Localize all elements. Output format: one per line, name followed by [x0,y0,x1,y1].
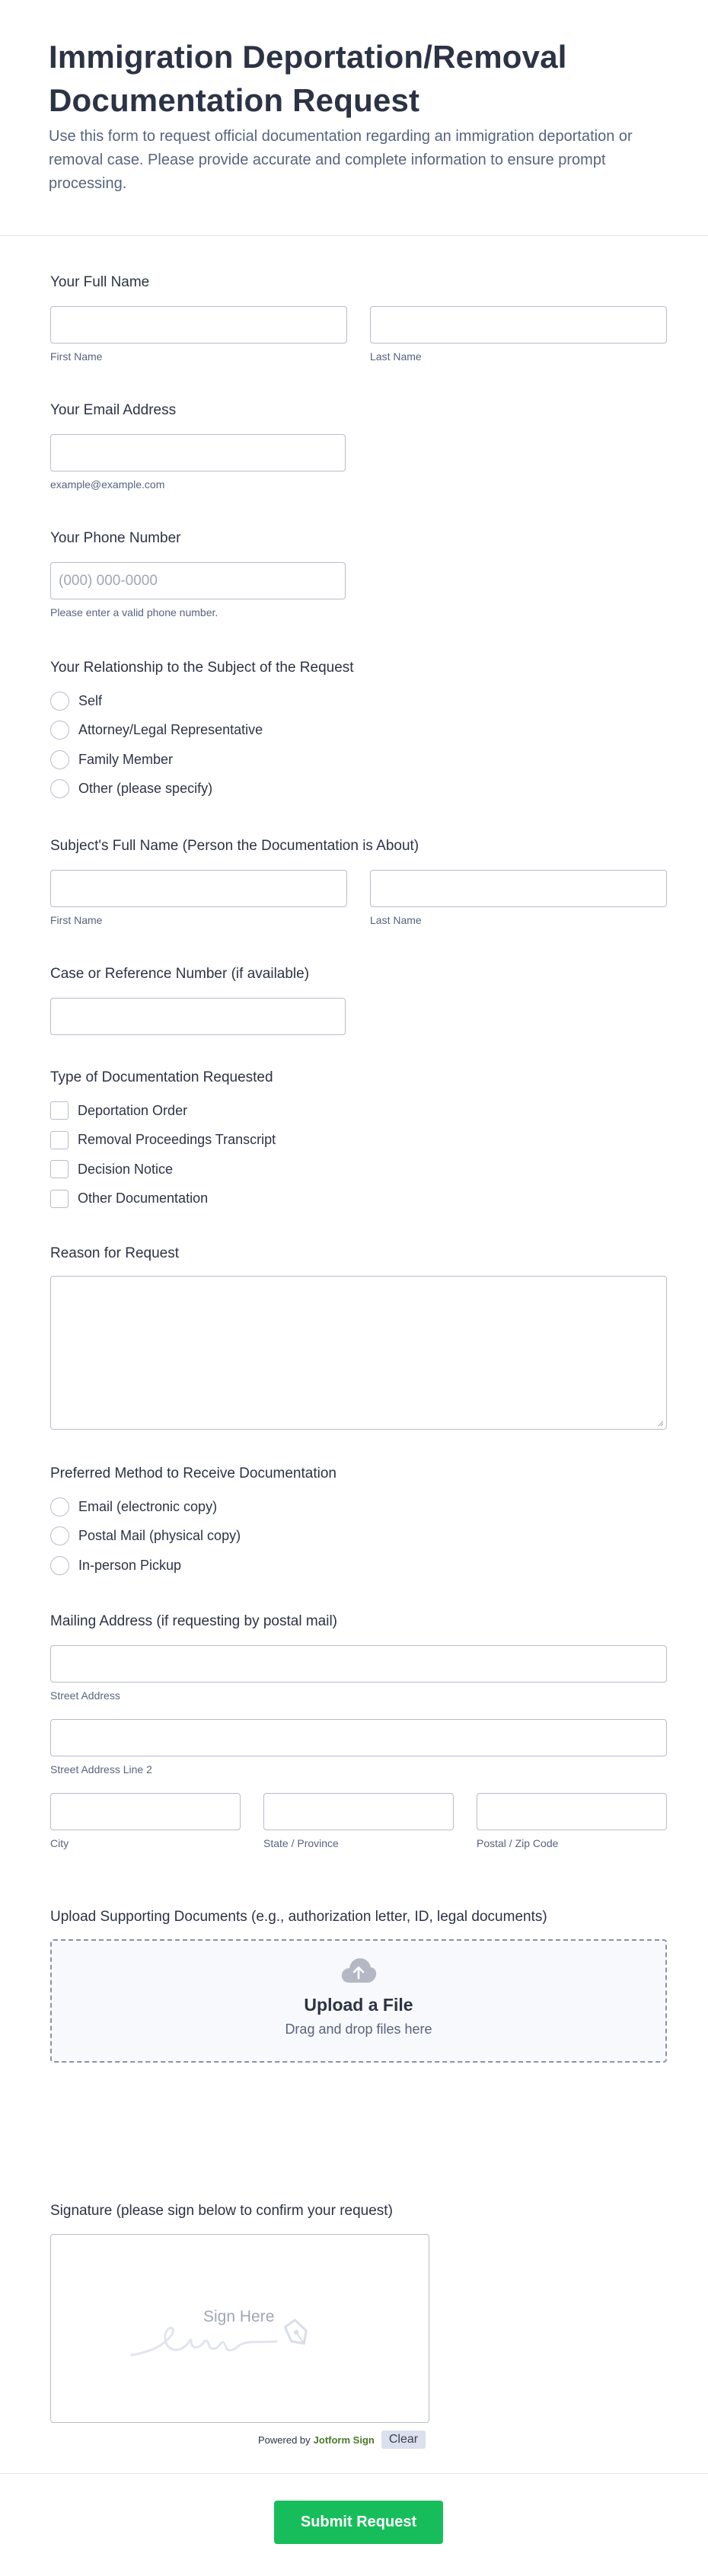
full-name-label: Your Full Name [50,274,150,290]
upload-label: Upload Supporting Documents (e.g., authorization letter, ID, legal documents) [50,1909,547,1925]
clear-signature-button[interactable]: Clear [381,2431,426,2449]
phone-label: Your Phone Number [50,530,181,546]
radio-button[interactable] [50,779,69,798]
phone-sublabel: Please enter a valid phone number. [50,606,218,618]
radio-button[interactable] [50,1526,69,1545]
street-address-line2-sublabel: Street Address Line 2 [50,1763,152,1775]
option-label: In-person Pickup [78,1557,182,1573]
subject-first-name-input[interactable] [50,870,347,907]
relationship-option-attorney[interactable] [50,716,667,746]
signature-placeholder: Sign Here [203,2308,275,2325]
zip-input[interactable] [477,1793,667,1830]
option-label: Removal Proceedings Transcript [78,1132,276,1148]
reason-label: Reason for Request [50,1245,179,1261]
form-title: Immigration Deportation/Removal Documentation Request [49,39,567,118]
option-label: Attorney/Legal Representative [78,722,263,738]
powered-by [258,2431,426,2449]
relationship-option-self[interactable] [50,686,667,716]
resize-handle-icon[interactable] [656,1419,664,1427]
email-sublabel: example@example.com [50,478,165,491]
subject-name-question [50,837,667,927]
street-address-line2-input[interactable] [50,1719,667,1756]
signature-scribble-icon [127,2288,356,2364]
relationship-option-family[interactable] [50,745,667,775]
doc-type-option-decision-notice[interactable] [50,1155,667,1184]
address-label: Mailing Address (if requesting by postal mail) [50,1613,338,1629]
last-name-input[interactable] [370,306,667,344]
option-label: Other Documentation [78,1191,209,1207]
email-input[interactable] [50,434,346,471]
zip-sublabel: Postal / Zip Code [477,1837,559,1849]
form-footer [0,2473,708,2576]
checkbox[interactable] [50,1160,69,1178]
case-number-input[interactable] [50,998,346,1035]
upload-subtitle: Drag and drop files here [285,2021,432,2037]
phone-question [50,529,667,619]
signature-question [50,2202,667,2423]
form-description: Use this form to request official documentation regarding an immigration deportation or removal case. Please provide accurate and complete information to ensure prompt processing. [49,128,633,192]
city-input[interactable] [50,1793,241,1830]
radio-button[interactable] [50,692,69,711]
case-number-question [50,965,667,1035]
relationship-label: Your Relationship to the Subject of the Request [50,660,354,676]
checkbox[interactable] [50,1131,69,1149]
checkbox[interactable] [50,1190,69,1208]
checkbox[interactable] [50,1101,69,1120]
doc-type-question [50,1069,667,1213]
reason-textarea[interactable] [50,1276,667,1430]
submit-button[interactable]: Submit Request [274,2501,443,2544]
relationship-option-other[interactable] [50,775,667,804]
upload-title: Upload a File [304,1995,413,2015]
method-option-postal[interactable] [50,1522,667,1552]
phone-input[interactable]: (000) 000-0000 [50,562,346,599]
option-label: Deportation Order [78,1102,188,1118]
method-question [50,1465,667,1580]
state-sublabel: State / Province [263,1837,339,1849]
email-question [50,401,667,491]
address-question [50,1612,667,1850]
method-label: Preferred Method to Receive Documentation [50,1465,336,1481]
subject-first-name-sublabel: First Name [50,914,103,926]
radio-button[interactable] [50,1497,69,1517]
cloud-upload-icon [340,1956,378,1985]
doc-type-label: Type of Documentation Requested [50,1069,273,1085]
option-label: Self [78,692,103,708]
full-name-question [50,273,667,363]
street-address-sublabel: Street Address [50,1689,120,1702]
first-name-sublabel: First Name [50,350,103,363]
powered-prefix: Powered by [258,2434,311,2446]
powered-brand[interactable]: Jotform Sign [313,2434,375,2446]
signature-label: Signature (please sign below to confirm your request) [50,2203,393,2219]
radio-button[interactable] [50,1556,69,1575]
first-name-input[interactable] [50,306,347,344]
doc-type-option-transcript[interactable] [50,1126,667,1155]
radio-button[interactable] [50,750,69,769]
option-label: Decision Notice [78,1161,174,1177]
form-header [0,0,708,236]
option-label: Other (please specify) [78,781,213,797]
subject-last-name-input[interactable] [370,870,667,907]
doc-type-option-other[interactable] [50,1184,667,1214]
state-input[interactable] [263,1793,454,1830]
reason-question [50,1245,667,1430]
relationship-question [50,659,667,804]
method-option-email[interactable] [50,1492,667,1522]
email-label: Your Email Address [50,402,177,418]
radio-button[interactable] [50,721,69,740]
subject-last-name-sublabel: Last Name [370,914,422,926]
signature-pad[interactable] [50,2234,429,2423]
subject-name-label: Subject's Full Name (Person the Documentation is About) [50,838,419,854]
doc-type-option-deportation-order[interactable] [50,1096,667,1126]
option-label: Postal Mail (physical copy) [78,1528,241,1544]
street-address-input[interactable] [50,1645,667,1683]
city-sublabel: City [50,1837,69,1849]
upload-question [50,1908,667,2063]
case-number-label: Case or Reference Number (if available) [50,966,310,982]
upload-dropzone[interactable] [50,1939,667,2063]
option-label: Email (electronic copy) [78,1498,218,1514]
method-option-pickup[interactable] [50,1551,667,1580]
last-name-sublabel: Last Name [370,350,422,363]
option-label: Family Member [78,751,174,767]
